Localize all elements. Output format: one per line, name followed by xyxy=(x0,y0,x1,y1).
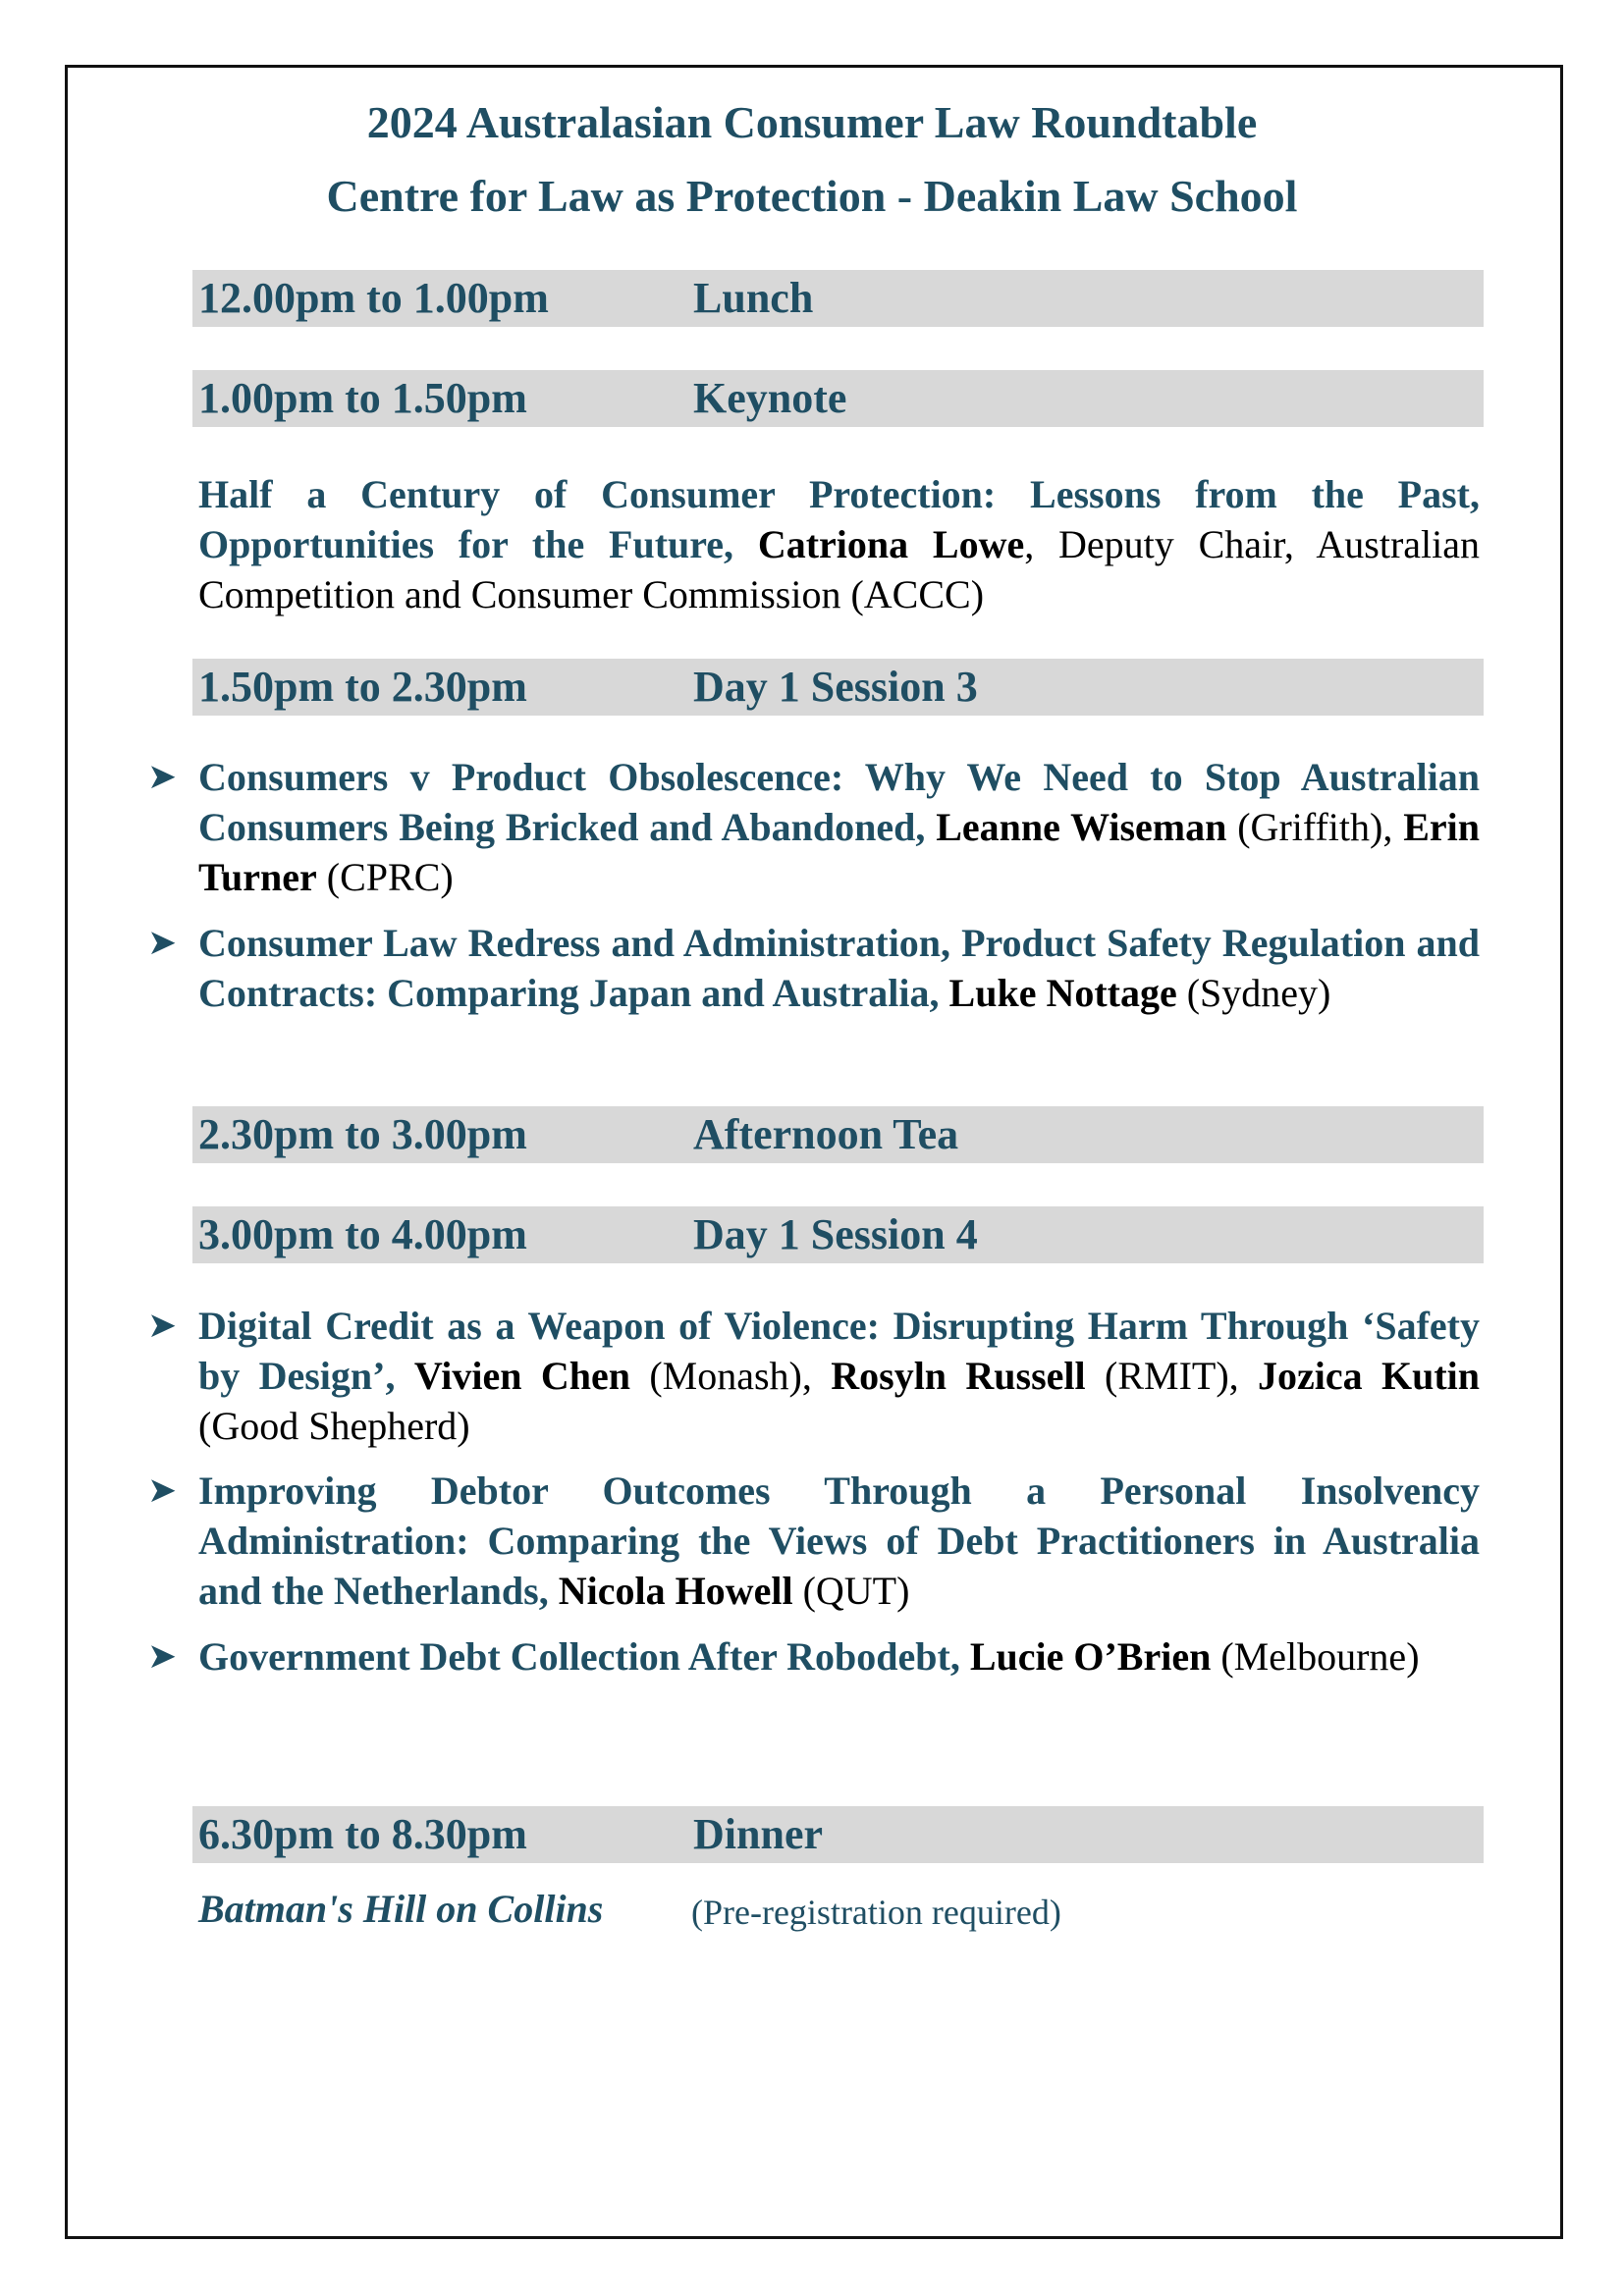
author-name: Luke Nottage xyxy=(948,971,1177,1015)
schedule-label: Day 1 Session 3 xyxy=(693,663,978,711)
arrow-bullet-icon: ➤ xyxy=(147,1470,178,1510)
schedule-label: Dinner xyxy=(693,1810,823,1858)
schedule-time: 6.30pm to 8.30pm xyxy=(198,1810,527,1858)
paper-entry xyxy=(198,1631,1480,1682)
document-title: 2024 Australasian Consumer Law Roundtable xyxy=(366,97,1258,147)
author-affiliation: (QUT) xyxy=(792,1569,910,1613)
author-affiliation: (Griffith), xyxy=(1226,805,1404,849)
schedule-label: Lunch xyxy=(693,274,814,322)
speaker-name: Catriona Lowe xyxy=(757,522,1025,566)
author-name: Rosyln Russell xyxy=(831,1354,1086,1398)
schedule-label: Keynote xyxy=(693,374,847,422)
document-subtitle: Centre for Law as Protection - Deakin Law School xyxy=(326,171,1298,221)
author-name: Leanne Wiseman xyxy=(936,805,1227,849)
arrow-bullet-icon: ➤ xyxy=(147,1306,178,1345)
author-affiliation: (Sydney) xyxy=(1176,971,1331,1015)
author-name: Vivien Chen xyxy=(413,1354,630,1398)
schedule-row-afternoon-tea xyxy=(192,1106,1484,1163)
arrow-bullet-icon: ➤ xyxy=(147,1636,178,1676)
paper-entry xyxy=(198,752,1480,902)
author-affiliation: (Monash), xyxy=(629,1354,832,1398)
arrow-bullet-icon: ➤ xyxy=(147,923,178,962)
schedule-time: 1.50pm to 2.30pm xyxy=(198,663,527,711)
schedule-row-session-4 xyxy=(192,1206,1484,1263)
paper-entry xyxy=(198,1301,1480,1451)
schedule-label: Day 1 Session 4 xyxy=(693,1210,978,1258)
schedule-row-session-3 xyxy=(192,659,1484,716)
paper-entry xyxy=(198,918,1480,1018)
schedule-row-dinner xyxy=(192,1806,1484,1863)
keynote-entry xyxy=(198,469,1480,619)
paper-title: Half a Century of Consumer Protection: Lessons from the Past, Opportunities for the Future, xyxy=(198,472,1480,566)
paper-title: Government Debt Collection After Robodebt, xyxy=(198,1634,960,1679)
paper-title: Digital Credit as a Weapon of Violence: Disrupting Harm Through ‘Safety by Design’, xyxy=(198,1304,1480,1398)
author-name: Lucie O’Brien xyxy=(969,1634,1212,1679)
author-affiliation: (Good Shepherd) xyxy=(198,1404,470,1448)
schedule-time: 3.00pm to 4.00pm xyxy=(198,1210,527,1258)
paper-entry xyxy=(198,1466,1480,1616)
author-affiliation: (Melbourne) xyxy=(1211,1634,1420,1679)
schedule-time: 12.00pm to 1.00pm xyxy=(198,274,549,322)
registration-note: (Pre-registration required) xyxy=(691,1893,1061,1932)
paper-title: Consumer Law Redress and Administration, Product Safety Regulation and Contracts: Comparing Japan and Australia, xyxy=(198,921,1480,1015)
schedule-row-keynote xyxy=(192,370,1484,427)
author-name: Nicola Howell xyxy=(558,1569,793,1613)
paper-title: Consumers v Product Obsolescence: Why We Need to Stop Australian Consumers Being Bricked and Abandoned, xyxy=(198,755,1480,849)
schedule-row-lunch xyxy=(192,270,1484,327)
speaker-affiliation: , Deputy Chair, Australian Competition and Consumer Commission (ACCC) xyxy=(198,522,1481,616)
author-affiliation: (CPRC) xyxy=(316,855,454,899)
schedule-time: 2.30pm to 3.00pm xyxy=(198,1110,527,1158)
schedule-label: Afternoon Tea xyxy=(693,1110,959,1158)
dinner-venue: Batman's Hill on Collins xyxy=(198,1887,604,1931)
arrow-bullet-icon: ➤ xyxy=(147,757,178,796)
author-name: Jozica Kutin xyxy=(1258,1354,1481,1398)
author-affiliation: (RMIT), xyxy=(1085,1354,1259,1398)
schedule-time: 1.00pm to 1.50pm xyxy=(198,374,527,422)
paper-title: Improving Debtor Outcomes Through a Personal Insolvency Administration: Comparing the Views of Debt Practitioners in Australia and the Netherlands, xyxy=(198,1468,1480,1613)
author-name: Erin Turner xyxy=(198,805,1481,899)
